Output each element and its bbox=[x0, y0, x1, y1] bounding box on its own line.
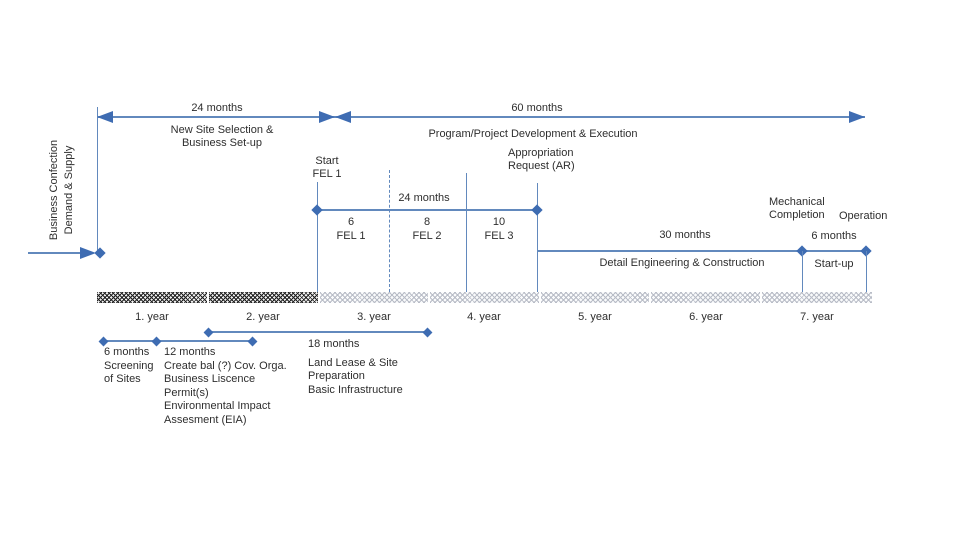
execution-span-line bbox=[537, 250, 866, 252]
year-bar-segment-4 bbox=[430, 292, 539, 303]
year-label-1: 1. year bbox=[135, 311, 169, 323]
phase2-name: Program/Project Development & Execution bbox=[428, 128, 638, 140]
year-bar-segment-1 bbox=[97, 292, 207, 303]
year-bar-segment-5 bbox=[541, 292, 649, 303]
task1-end-diamond-icon bbox=[151, 336, 161, 346]
fel-stage-1: 6 FEL 1 bbox=[336, 216, 366, 242]
startup-duration: 6 months bbox=[811, 230, 857, 242]
phase1-left-arrowhead-icon bbox=[97, 111, 113, 123]
execution-name: Detail Engineering & Construction bbox=[599, 257, 765, 269]
task2-duration: 12 months bbox=[164, 346, 216, 358]
entry-line bbox=[28, 252, 84, 254]
task3-block: 18 months Land Lease & Site Preparation Basic Infrastructure bbox=[308, 338, 403, 396]
phase2-span-line bbox=[335, 116, 865, 118]
ar-label: Appropriation Request (AR) bbox=[508, 147, 575, 172]
fel-duration: 24 months bbox=[398, 192, 450, 204]
operation-label: Operation bbox=[839, 210, 888, 222]
task3-start-diamond-icon bbox=[203, 327, 213, 337]
phase2-right-arrowhead-icon bbox=[849, 111, 865, 123]
year-bar-segment-7 bbox=[762, 292, 872, 303]
task3-duration: 18 months bbox=[308, 338, 360, 350]
fel-end-diamond-icon bbox=[531, 204, 542, 215]
left-boundary-line bbox=[97, 107, 99, 253]
fel1-fel2-divider-dashed bbox=[389, 170, 390, 292]
year-label-4: 4. year bbox=[467, 311, 501, 323]
year-label-2: 2. year bbox=[246, 311, 280, 323]
fel-stage-2: 8 FEL 2 bbox=[412, 216, 442, 242]
year-bar-segment-3 bbox=[320, 292, 428, 303]
mech-completion-label: Mechanical Completion bbox=[769, 196, 825, 221]
left-axis-line2: Demand & Supply bbox=[63, 145, 75, 235]
phase2-duration: 60 months bbox=[511, 102, 563, 114]
fel-stage-3: 10 FEL 3 bbox=[484, 216, 514, 242]
task2-block: 12 months Create bal (?) Cov. Orga. Business Liscence Permit(s) Environmental Impact Assesment (EIA) bbox=[164, 346, 287, 426]
task3-span-line bbox=[208, 331, 427, 333]
fel-span-line bbox=[317, 209, 537, 211]
task1-task2-span-line bbox=[103, 340, 252, 342]
execution-duration: 30 months bbox=[659, 229, 711, 241]
phase1-span-line bbox=[97, 116, 335, 118]
year-label-6: 6. year bbox=[689, 311, 723, 323]
phase1-right-arrowhead-icon bbox=[319, 111, 335, 123]
phase1-name: New Site Selection & Business Set-up bbox=[170, 124, 274, 149]
task3-end-diamond-icon bbox=[422, 327, 432, 337]
startup-name: Start-up bbox=[814, 258, 854, 270]
year-label-3: 3. year bbox=[357, 311, 391, 323]
left-axis-label bbox=[47, 110, 79, 270]
ar-vline bbox=[537, 183, 539, 292]
task1-block: 6 months Screening of Sites bbox=[104, 346, 154, 385]
task1-start-diamond-icon bbox=[98, 336, 108, 346]
task2-end-diamond-icon bbox=[247, 336, 257, 346]
phase2-left-arrowhead-icon bbox=[335, 111, 351, 123]
year-label-5: 5. year bbox=[578, 311, 612, 323]
task1-duration: 6 months bbox=[104, 346, 150, 358]
year-bar-segment-6 bbox=[651, 292, 760, 303]
phase1-duration: 24 months bbox=[191, 102, 243, 114]
fel-start-label: Start FEL 1 bbox=[312, 155, 342, 180]
year-bar-segment-2 bbox=[209, 292, 318, 303]
left-axis-line1: Business Confection bbox=[48, 139, 60, 241]
year-label-7: 7. year bbox=[800, 311, 834, 323]
fel-start-diamond-icon bbox=[311, 204, 322, 215]
